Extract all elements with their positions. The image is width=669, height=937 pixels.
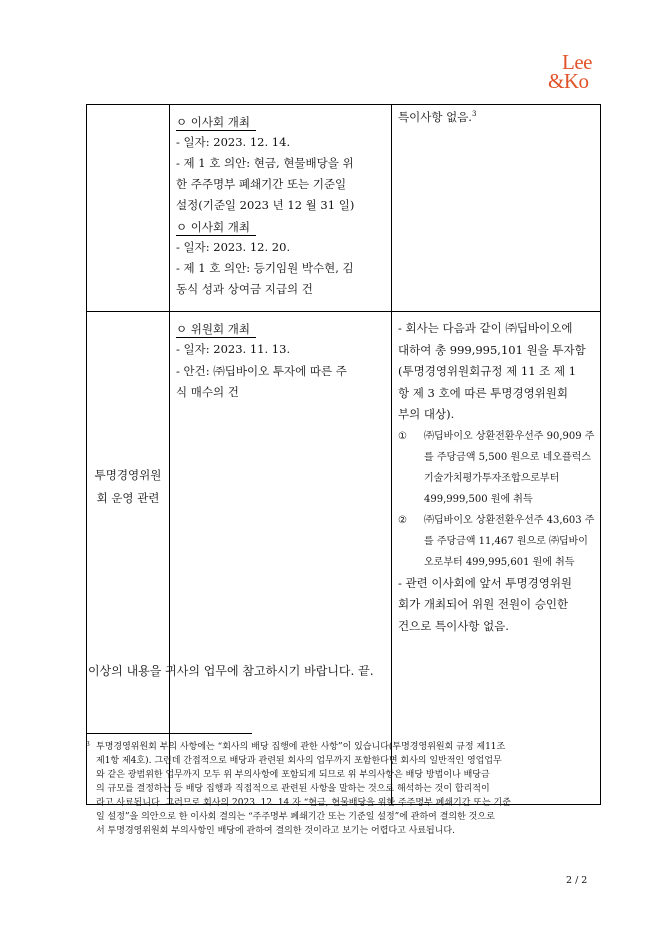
approval-line: 회가 개최되어 위원 전원이 승인한 xyxy=(398,597,569,611)
footnote-line: 서 투명경영위원회 부의사항인 배당에 관하여 결의한 것이라고 보기는 어렵다고 사료됩니다. xyxy=(96,826,455,836)
footnote-line: 의 규모를 결정하는 등 배당 집행과 직접적으로 관련된 사항을 말하는 것으로 해석하는 것이 합리적이 xyxy=(96,784,490,794)
footnote-divider xyxy=(86,733,252,734)
board-meeting-heading-2: ㅇ 이사회 개최 xyxy=(176,219,256,236)
investment-intro-line: 부의 대상). xyxy=(398,407,455,421)
committee-meeting-heading: ㅇ 위원회 개최 xyxy=(176,321,256,338)
agenda-1-line: 한 주주명부 폐쇄기간 또는 기준일 xyxy=(176,177,347,191)
acquisition-line: 499,999,500 원에 취득 xyxy=(424,493,533,505)
content-table xyxy=(86,104,601,805)
footnote-line: 와 같은 광범위한 업무까지 모두 위 부의사항에 포함되게 되므로 위 부의사항은 배당 방법이나 배당금 xyxy=(96,770,490,780)
logo-line-2: &Ko xyxy=(548,69,589,93)
investment-intro-line: 대하여 총 999,995,101 원을 투자함 xyxy=(398,342,586,357)
investment-intro-line: - 회사는 다음과 같이 ㈜딥바이오에 xyxy=(398,321,573,335)
remarks-text: 특이사항 없음. xyxy=(398,110,472,124)
committee-agenda-line: 식 매수의 건 xyxy=(176,385,239,399)
row1-details-cell xyxy=(170,105,392,312)
acquisition-item-1 xyxy=(398,426,594,510)
acquisition-line: 를 주당금액 5,500 원으로 네오플럭스 xyxy=(424,451,591,463)
committee-agenda-line: - 안건: ㈜딥바이오 투자에 따른 주 xyxy=(176,363,347,378)
agenda-2-line: - 제 1 호 의안: 등기임원 박수현, 김 xyxy=(176,261,354,275)
row2-remarks-cell xyxy=(392,312,601,805)
row2-category-cell xyxy=(87,312,170,805)
logo-line-1: Lee xyxy=(562,50,592,74)
acquisition-line: ㈜딥바이오 상환전환우선주 90,909 주 xyxy=(424,430,595,442)
footnote-line: 투명경영위원회 부의 사항에는 “회사의 배당 집행에 관한 사항”이 있습니다(투명경영위원회 규정 제11조 xyxy=(96,742,506,752)
board-meeting-heading-1: ㅇ 이사회 개최 xyxy=(176,114,256,131)
investment-intro-line: (투명경영위원회규정 제 11 조 제 1 xyxy=(398,364,577,378)
category-label-line: 회 운영 관련 xyxy=(96,491,160,505)
meeting-date-1: - 일자: 2023. 12. 14. xyxy=(176,135,291,149)
investment-intro-line: 항 제 3 호에 따른 투명경영위원회 xyxy=(398,385,569,400)
category-label-line: 투명경영위원 xyxy=(94,468,162,482)
table-row xyxy=(87,312,601,805)
footnote-marker: 3 xyxy=(86,741,90,748)
closing-remark: 이상의 내용을 귀사의 업무에 참고하시기 바랍니다. 끝. xyxy=(88,664,374,678)
row1-category-cell xyxy=(87,105,170,312)
acquisition-item-2 xyxy=(398,510,594,573)
table-row xyxy=(87,105,601,312)
agenda-1-line: 설정(기준일 2023 년 12 월 31 일) xyxy=(176,198,355,212)
row2-details-cell xyxy=(170,312,392,805)
meeting-date-2: - 일자: 2023. 12. 20. xyxy=(176,240,291,254)
committee-meeting-date: - 일자: 2023. 11. 13. xyxy=(176,342,291,356)
lee-ko-logo xyxy=(548,52,618,98)
acquisition-line: 기술가치평가투자조합으로부터 xyxy=(424,472,560,484)
footnote xyxy=(86,740,606,838)
page-number: 2 / 2 xyxy=(566,875,588,886)
footnote-ref: 3 xyxy=(471,110,477,119)
footnote-line: 제1항 제4호). 그런데 간접적으로 배당과 관련된 회사의 업무까지 포함한다면 회사의 일반적인 영업업무 xyxy=(96,756,502,766)
row1-remarks-cell xyxy=(392,105,601,312)
acquisition-line: 오로부터 499,995,601 원에 취득 xyxy=(424,556,575,568)
acquisition-line: 를 주당금액 11,467 원으로 ㈜딥바이 xyxy=(424,535,588,547)
approval-line: - 관련 이사회에 앞서 투명경영위원 xyxy=(398,575,573,590)
approval-line: 건으로 특이사항 없음. xyxy=(398,618,509,633)
agenda-2-line: 동식 성과 상여금 지급의 건 xyxy=(176,282,313,296)
item-number: ② xyxy=(398,514,407,526)
item-number: ① xyxy=(398,430,407,442)
acquisition-line: ㈜딥바이오 상환전환우선주 43,603 주 xyxy=(424,514,595,526)
footnote-line: 일 설정”을 의안으로 한 이사회 결의는 “주주명부 폐쇄기간 또는 기준일 설정”에 관하여 결의한 것으로 xyxy=(96,812,495,822)
agenda-1-line: - 제 1 호 의안: 현금, 현물배당을 위 xyxy=(176,156,354,170)
footnote-line: 라고 사료됩니다. 그러므로 회사의 2023. 12. 14.자 “현금, 현물배당을 위한 주주명부 폐쇄기간 또는 기준 xyxy=(96,798,511,808)
